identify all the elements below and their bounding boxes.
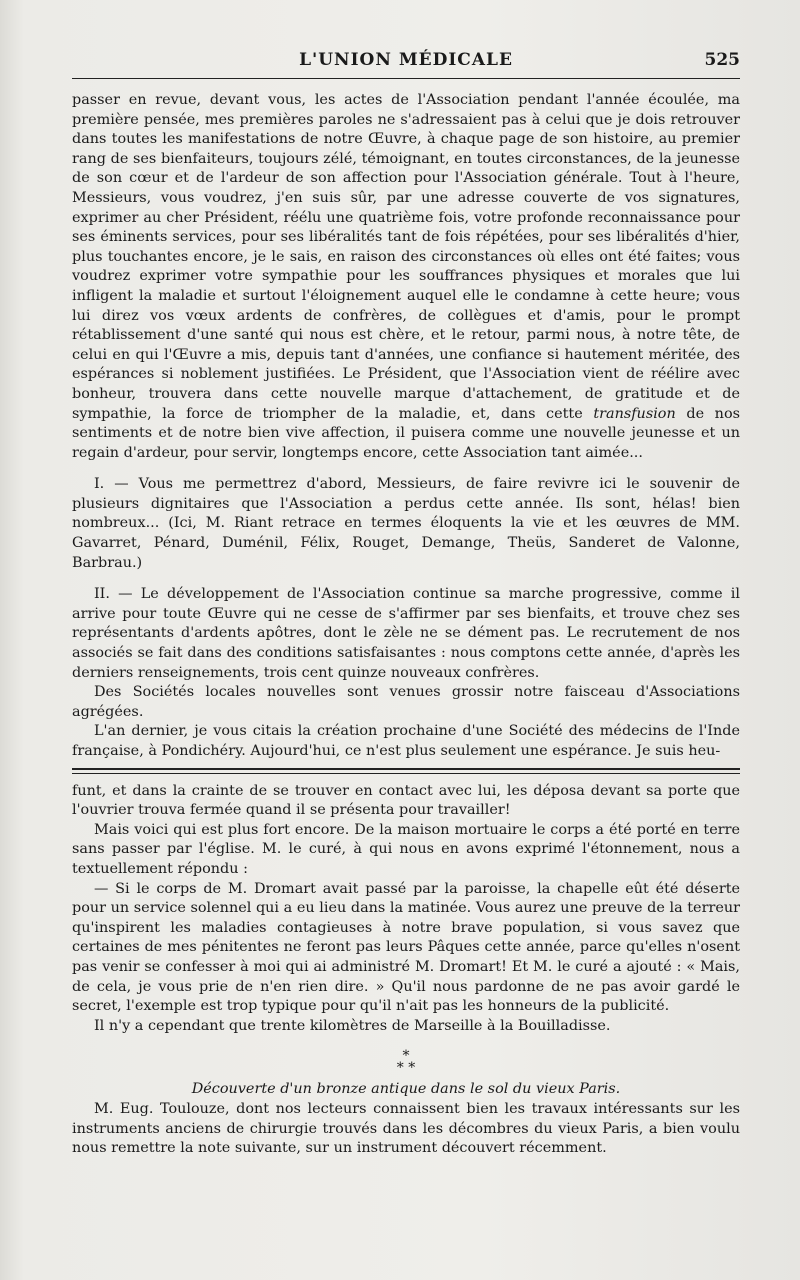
paragraph-text: passer en revue, devant vous, les actes de l'Association pendant l'année écoulée, ma première pensée, mes premières paroles ne s'adressaient pas à celui que je dois retrouver dans toutes les manifestations de notre Œuvre, à chaque page de son histoire, au premier rang de ses bienfaiteurs, toujours zélé, témoignant, en toutes circonstances, de la jeunesse de son cœur et de l'ardeur de son affection pour l'Association générale. Tout à l'heure, Messieurs, vous voudrez, j'en suis sûr, par une adresse couverte de vos signatures, exprimer au cher Président, réélu une quatrième fois, votre profonde reconnaissance pour ses éminents services, pour ses libéralités tant de fois répétées, pour ses libéralités d'hier, plus touchantes encore, je le sais, en raison des circonstances où elles ont été faites; vous voudrez exprimer votre sympathie pour les souffrances physiques et morales que lui infligent la maladie et surtout l'éloignement auquel elle le condamne à cette heure; vous lui direz vos vœux ardents de confrères, de collègues et d'amis, pour le prompt rétablissement d'une santé qui nous est chère, et le retour, parmi nous, à notre tête, de celui en qui l'Œuvre a mis, depuis tant d'années, une confiance si hautement méritée, des espérances si noblement justifiées. Le Président, que l'Association vient de réélire avec bonheur, trouvera dans cette nouvelle marque d'attachement, de gratitude et de sympathie, la force de triompher de la maladie, et, dans cette bbox=[72, 92, 740, 422]
paragraph: Des Sociétés locales nouvelles sont venues grossir notre faisceau d'Associations agrégées. bbox=[72, 684, 740, 720]
running-head: L'UNION MÉDICALE bbox=[299, 50, 513, 70]
column-divider bbox=[72, 768, 740, 774]
top-article bbox=[72, 91, 740, 762]
page-number: 525 bbox=[704, 50, 740, 70]
paragraph: I. — Vous me permettrez d'abord, Messieurs, de faire revivre ici le souvenir de plusieurs dignitaires que l'Association a perdus cette année. Ils sont, hélas! bien nombreux... (Ici, M. Riant retrace en termes éloquents la vie et les œuvres de MM. Gavarret, Pénard, Duménil, Félix, Rouget, Demange, Theüs, Sanderet de Valonne, Barbrau.) bbox=[72, 476, 740, 571]
bottom-article bbox=[72, 782, 740, 1159]
paragraph: Il n'y a cependant que trente kilomètres de Marseille à la Bouilladisse. bbox=[94, 1017, 611, 1034]
paragraph: L'an dernier, je vous citais la création prochaine d'une Société des médecins de l'Inde française, à Pondichéry. Aujourd'hui, ce n'est plus seulement une espérance. Je suis heu- bbox=[72, 723, 740, 759]
asterisk: * bbox=[402, 1048, 410, 1065]
page-header bbox=[72, 44, 740, 79]
paragraph: II. — Le développement de l'Association continue sa marche progressive, comme il arrive pour toute Œuvre qui ne cesse de s'affirmer par ses bienfaits, et trouve chez ses représentants d'ardents apôtres, dont le zèle ne se dément pas. Le recrutement de nos associés se fait dans des conditions satisfaisantes : nous comptons cette année, d'après les derniers renseignements, trois cent quinze nouveaux confrères. bbox=[72, 586, 740, 681]
paragraph: M. Eug. Toulouze, dont nos lecteurs connaissent bien les travaux intéressants sur les instruments anciens de chirurgie trouvés dans les décombres du vieux Paris, a bien voulu nous remettre la note suivante, sur un instrument découvert récemment. bbox=[72, 1100, 740, 1157]
paragraph: Mais voici qui est plus fort encore. De la maison mortuaire le corps a été porté en terre sans passer par l'église. M. le curé, à qui nous en avons exprimé l'étonnement, nous a textuellement répondu : bbox=[72, 821, 740, 877]
paragraph: — Si le corps de M. Dromart avait passé par la paroisse, la chapelle eût été déserte pour un service solennel qui a eu lieu dans la matinée. Vous aurez une preuve de la terreur qu'inspirent les maladies contagieuses à notre brave population, si vous savez que certaines de mes pénitentes ne feront pas leurs Pâques cette année, parce qu'elles n'osent pas venir se confesser à moi qui ai administré M. Dromart! Et M. le curé a ajouté : « Mais, de cela, je vous prie de n'en rien dire. » Qu'il nous pardonne de ne pas avoir gardé le secret, l'exemple est trop typique pour qu'il n'ait pas les honneurs de la publicité. bbox=[72, 880, 740, 1015]
section-separator bbox=[72, 1048, 740, 1077]
paragraph: funt, et dans la crainte de se trouver en contact avec lui, les déposa devant sa porte que l'ouvrier trouva fermée quand il se présenta pour travailler! bbox=[72, 782, 740, 819]
paragraph bbox=[72, 91, 740, 463]
asterisks: * * bbox=[396, 1060, 416, 1077]
italic-word: transfusion bbox=[593, 405, 676, 422]
section-title: Découverte d'un bronze antique dans le sol du vieux Paris. bbox=[191, 1081, 621, 1098]
paragraph-text: de nos sentiments et de notre bien vive affection, il puisera comme une nouvelle jeunesse et un regain d'ardeur, pour servir, longtemps encore, cette Association tant aimée... bbox=[72, 405, 740, 461]
